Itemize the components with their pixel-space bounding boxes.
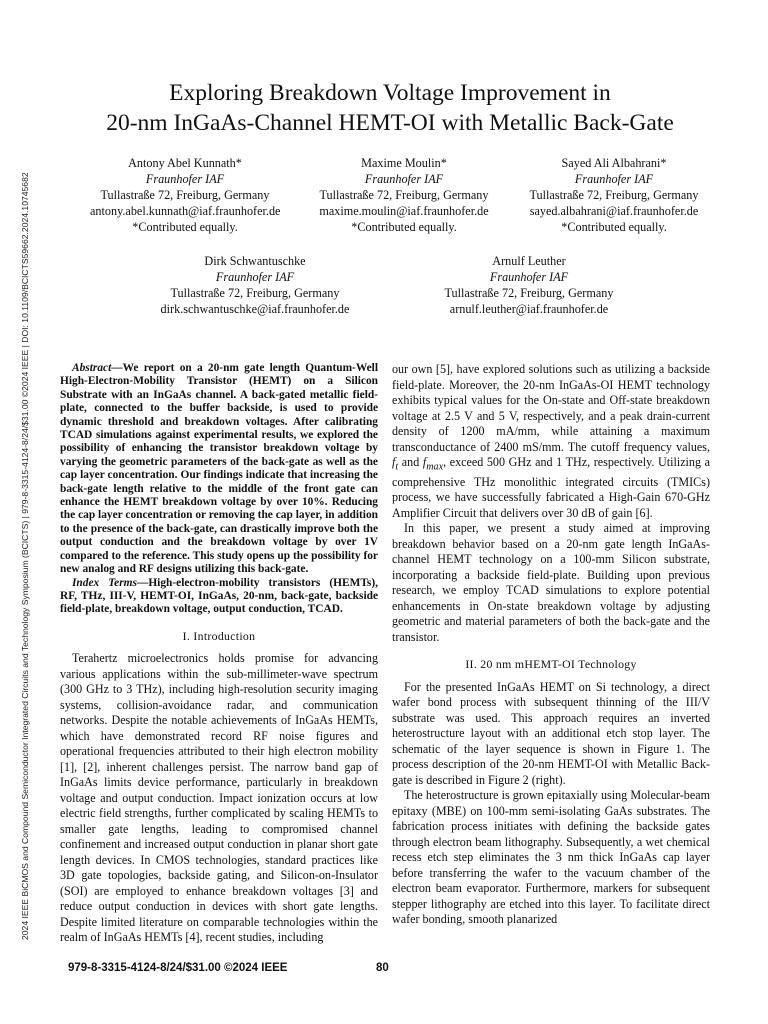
- author-note: *Contributed equally.: [561, 220, 667, 234]
- intro-paragraph-continued: [392, 362, 710, 521]
- index-terms-text: —High-electron-mobility transistors (HEMTs), RF, THz, III-V, HEMT-OI, InGaAs, 20-nm, back-gate, backside field-plate, breakdown voltage, output conduction, TCAD.: [60, 576, 378, 616]
- author-address: Tullastraße 72, Freiburg, Germany: [170, 286, 340, 300]
- intro-paragraph-2: In this paper, we present a study aimed at improving breakdown behavior based on a 20-nm gate length InGaAs-channel HEMT technology on a 100-mm Silicon substrate, incorporating a backside field-plate. Building upon previous research, we employ TCAD simulations to explore potential enhancements in On-state breakdown voltage by adjusting geometric and material parameters of both the back-gate and the transistor.: [392, 521, 710, 644]
- author-affiliation: Fraunhofer IAF: [574, 172, 654, 186]
- author-affiliation: Fraunhofer IAF: [364, 172, 444, 186]
- sidebar-citation-text: 2024 IEEE BiCMOS and Compound Semiconductor Integrated Circuits and Technology Symposium (BCICTS) | 979-8-3315-4124-8/24/$31.00 ©2024 IEEE | DOI: 10.1109/BCICTS59662.2024.10745682: [20, 172, 30, 940]
- author-address: Tullastraße 72, Freiburg, Germany: [444, 286, 614, 300]
- paper-title: [60, 78, 720, 138]
- intro-text-a: our own [5], have explored solutions such as utilizing a backside field-plate. Moreover, the 20-nm InGaAs-OI HEMT technology exhibits typical values for the On-state and Off-state breakdown voltage at 2.5 V and 5 V, respectively, and a peak drain-current density of 1200 mA/mm, while attaining a maximum transconductance of 2400 mS/mm. The cutoff frequency values,: [392, 362, 710, 454]
- technology-paragraph-2: The heterostructure is grown epitaxially using Molecular-beam epitaxy (MBE) on 100-mm semi-isolating GaAs substrates. The fabrication process initiates with defining the backside gates through electron beam lithography. Subsequently, a wet chemical recess etch step eliminates the 3 nm thick InGaAs cap layer before transferring the wafer to the vacuum chamber of the electron beam evaporator. Furthermore, markers for subsequent stepper lithography are etched into this layer. To facilitate direct wafer bonding, smooth planarized: [392, 788, 710, 927]
- author-name: Arnulf Leuther: [492, 254, 566, 268]
- author-note: *Contributed equally.: [132, 220, 238, 234]
- author-name: Antony Abel Kunnath*: [128, 156, 242, 170]
- sidebar-metadata: [6, 0, 34, 1024]
- technology-paragraph-1: For the presented InGaAs HEMT on Si technology, a direct wafer bond process with subsequent thinning of the III/V substrate was used. This approach requires an inverted heterostructure layout with an additional etch stop layer. The schematic of the layer sequence is shown in Figure 1. The process description of the 20-nm HEMT-OI with Metallic Back-gate is described in Figure 2 (right).: [392, 679, 710, 787]
- author-name: Maxime Moulin*: [361, 156, 447, 170]
- fmax-subscript: max: [426, 461, 444, 473]
- author-block-5: [434, 253, 624, 317]
- abstract: [60, 362, 378, 577]
- right-column: [392, 362, 710, 928]
- author-affiliation: Fraunhofer IAF: [489, 270, 569, 284]
- author-email[interactable]: sayed.albahrani@iaf.fraunhofer.de: [529, 204, 699, 218]
- left-column: [60, 362, 378, 946]
- section-heading-introduction: I. Introduction: [182, 628, 256, 643]
- author-block-1: [90, 155, 280, 235]
- title-line-2: 20-nm InGaAs-Channel HEMT-OI with Metallic Back-Gate: [106, 110, 674, 136]
- author-address: Tullastraße 72, Freiburg, Germany: [100, 188, 270, 202]
- intro-paragraph-1: Terahertz microelectronics holds promise for advancing various applications within the sub-millimeter-wave spectrum (300 GHz to 3 THz), including high-resolution security imaging systems, collision-avoidance radar, and communication networks. Despite the notable achievements of InGaAs HEMTs, which have demonstrated record RF noise figures and operational frequencies attributed to their high electron mobility [1], [2], inherent challenges persist. The narrow band gap of InGaAs limits device performance, particularly in breakdown voltage and output conduction. Impact ionization occurs at low electric field strengths, further complicated by scaling HEMTs to smaller gate lengths, leading to compromised channel confinement and increased output conduction in planar short gate length devices. In CMOS technologies, standard practices like 3D gate topologies, backside gating, and Silicon-on-Insulator (SOI) are employed to enhance breakdown voltages [3] and reduce output conduction in devices with short gate lengths. Despite limited literature on comparable technologies within the realm of InGaAs HEMTs [4], recent studies, including: [60, 651, 378, 945]
- author-address: Tullastraße 72, Freiburg, Germany: [319, 188, 489, 202]
- author-affiliation: Fraunhofer IAF: [215, 270, 295, 284]
- author-email[interactable]: arnulf.leuther@iaf.fraunhofer.de: [449, 302, 609, 316]
- author-block-4: [160, 253, 350, 317]
- intro-text-and: and: [398, 455, 423, 469]
- abstract-text: —We report on a 20-nm gate length Quantum-Well High-Electron-Mobility Transistor (HEMT) on a Silicon Substrate with an InGaAs channel. A back-gated metallic field-plate, connected to the buffer backside, is used to provide dynamic threshold and breakdown voltages. After calibrating TCAD simulations against experimental results, we explored the possibility of enhancing the transistor breakdown voltage by varying the geometric parameters of the back-gate as well as the cap layer concentration. Our findings indicate that increasing the back-gate length relative to the middle of the front gate can enhance the HEMT breakdown voltage by over 10%. Reducing the cap layer concentration or removing the cap layer, in addition to the presence of the back-gate, can drastically improve both the output conduction and the breakdown voltage by over 1V compared to the reference. This study opens up the possibility for new analog and RF designs utilizing this back-gate.: [60, 362, 378, 576]
- footer-isbn: 979-8-3315-4124-8/24/$31.00 ©2024 IEEE: [68, 962, 288, 974]
- author-name: Dirk Schwantuschke: [204, 254, 306, 268]
- fmax-letter: f: [422, 455, 427, 469]
- author-block-2: [309, 155, 499, 235]
- intro-text-b: , exceed 500 GHz and 1 THz, respectively. Utilizing a comprehensive THz monolithic integrated circuits (TMICs) process, we have successfully fabricated a High-Gain 670-GHz Amplifier Circuit that delivers over 30 dB of gain [6].: [392, 455, 710, 520]
- section-heading-technology: II. 20 nm mHEMT-OI Technology: [465, 657, 637, 672]
- title-line-1: Exploring Breakdown Voltage Improvement in: [169, 80, 611, 106]
- index-terms: [60, 577, 378, 617]
- author-affiliation: Fraunhofer IAF: [145, 172, 225, 186]
- author-block-3: [519, 155, 709, 235]
- ft-letter: f: [392, 455, 396, 469]
- abstract-lead: Abstract: [72, 362, 112, 374]
- author-note: *Contributed equally.: [351, 220, 457, 234]
- page-number: 80: [376, 962, 389, 974]
- author-email[interactable]: antony.abel.kunnath@iaf.fraunhofer.de: [90, 204, 281, 218]
- ft-subscript: t: [395, 461, 399, 473]
- author-name: Sayed Ali Albahrani*: [561, 156, 667, 170]
- author-email[interactable]: dirk.schwantuschke@iaf.fraunhofer.de: [160, 302, 350, 316]
- fmax-symbol: [422, 455, 444, 473]
- author-email[interactable]: maxime.moulin@iaf.fraunhofer.de: [319, 204, 489, 218]
- index-terms-lead: Index Terms: [72, 576, 137, 589]
- author-address: Tullastraße 72, Freiburg, Germany: [529, 188, 699, 202]
